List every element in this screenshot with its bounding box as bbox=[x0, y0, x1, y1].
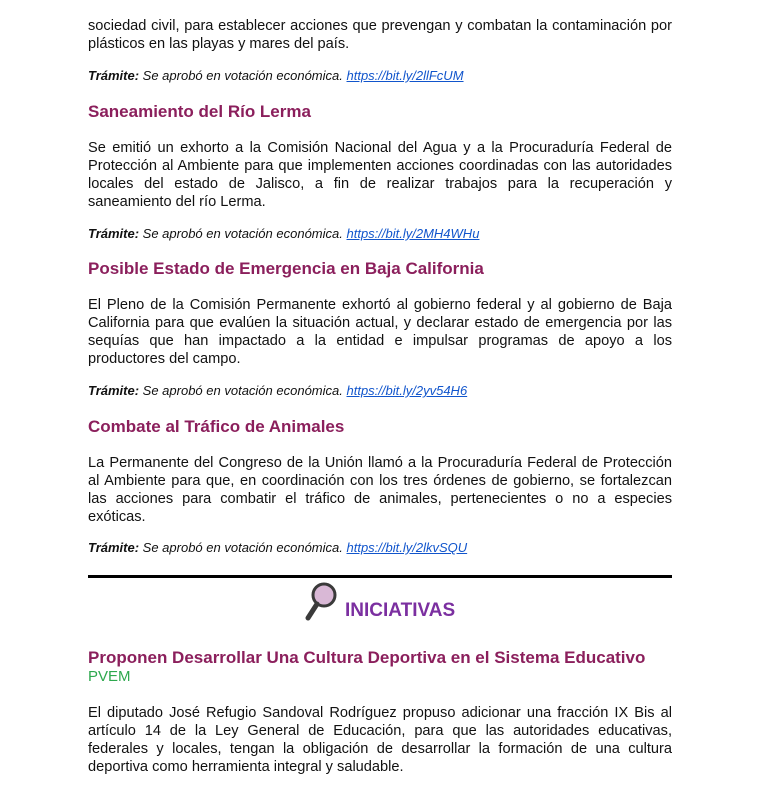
tramite-text: Se aprobó en votación económica. bbox=[139, 226, 343, 241]
section-body: El Pleno de la Comisión Permanente exhortó al gobierno federal y al gobierno de Baja California para que evalúen la situación actual, y declarar estado de emergencia por las sequías que han impactado a la entidad e impulsar programas de apoyo a los productores del campo. bbox=[88, 297, 672, 367]
iniciativa-title: Proponen Desarrollar Una Cultura Deportiva en el Sistema Educativo bbox=[88, 648, 646, 667]
tramite-label: Trámite: bbox=[88, 540, 140, 555]
tramite-text: Se aprobó en votación económica. bbox=[139, 68, 343, 83]
tramite-line bbox=[88, 540, 672, 556]
tramite-link[interactable]: https://bit.ly/2llFcUM bbox=[346, 68, 464, 83]
section-title: Saneamiento del Río Lerma bbox=[88, 102, 311, 121]
tramite-label: Trámite: bbox=[88, 226, 140, 241]
tramite-link[interactable]: https://bit.ly/2MH4WHu bbox=[346, 226, 480, 241]
section-title: Posible Estado de Emergencia en Baja California bbox=[88, 259, 484, 278]
magnifier-icon bbox=[305, 582, 339, 622]
tramite-link[interactable]: https://bit.ly/2yv54H6 bbox=[346, 383, 468, 398]
tramite-label: Trámite: bbox=[88, 68, 140, 83]
section-body: Se emitió un exhorto a la Comisión Nacional del Agua y a la Procuraduría Federal de Protección al Ambiente para que implementen acciones coordinadas con las autoridades locales del estado de Jalisco, a fin de realizar trabajos para la recuperación y saneamiento del río Lerma. bbox=[88, 140, 672, 210]
tramite-label: Trámite: bbox=[88, 383, 140, 398]
tramite-line bbox=[88, 68, 672, 84]
intro-paragraph: sociedad civil, para establecer acciones que prevengan y combatan la contaminación por plásticos en las playas y mares del país. bbox=[88, 18, 672, 52]
iniciativas-heading bbox=[305, 578, 455, 622]
section-body: La Permanente del Congreso de la Unión llamó a la Procuraduría Federal de Protección al Ambiente para que, en coordinación con los tres órdenes de gobierno, se fortalezcan las acciones para combatir el tráfico de animales, pertenecientes o no a especies exóticas. bbox=[88, 455, 672, 525]
tramite-link[interactable]: https://bit.ly/2lkvSQU bbox=[346, 540, 468, 555]
party-label: PVEM bbox=[88, 668, 131, 685]
iniciativa-body: El diputado José Refugio Sandoval Rodríguez propuso adicionar una fracción IX Bis al artículo 14 de la Ley General de Educación, para que las autoridades educativas, federales y locales, tengan la obligación de desarrollar la formación de una cultura deportiva como herramienta integral y saludable. bbox=[88, 705, 672, 775]
tramite-text: Se aprobó en votación económica. bbox=[139, 540, 343, 555]
tramite-line bbox=[88, 226, 672, 242]
tramite-text: Se aprobó en votación económica. bbox=[139, 383, 343, 398]
iniciativas-title: INICIATIVAS bbox=[345, 600, 456, 621]
tramite-line bbox=[88, 383, 672, 399]
section-title: Combate al Tráfico de Animales bbox=[88, 417, 345, 436]
